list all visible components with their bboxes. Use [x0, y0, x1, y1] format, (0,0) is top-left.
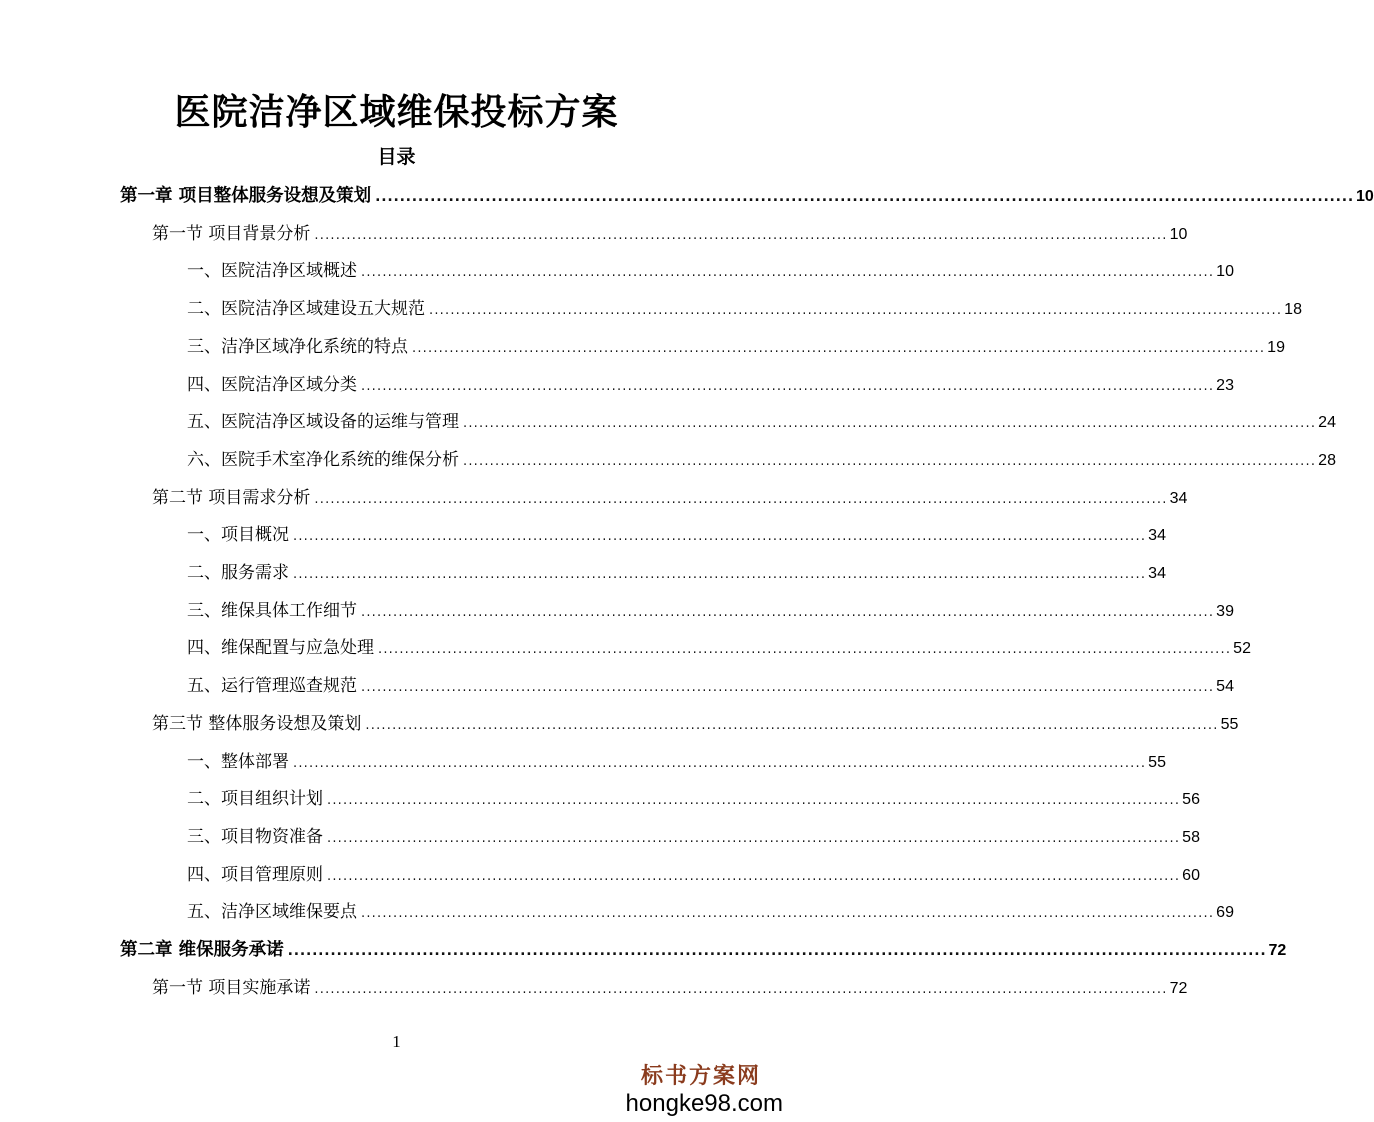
toc-entry-page: 19	[1267, 338, 1285, 356]
toc-dot-leader: ................................................................................................................................................................	[463, 453, 1317, 469]
toc-dot-leader: ................................................................................................................................................................	[378, 642, 1232, 658]
toc-dot-leader: ................................................................................................................................................................	[361, 680, 1215, 696]
toc-entry-page: 10	[1356, 188, 1374, 205]
toc-dot-leader: ................................................................................................................................................................	[293, 529, 1147, 545]
toc-entry-label: 一、项目概况	[187, 525, 289, 546]
toc-dot-leader: ................................................................................................................................................................	[463, 416, 1317, 432]
toc-dot-leader: ................................................................................................................................................................	[361, 378, 1215, 394]
toc-entry[interactable]	[187, 407, 1336, 437]
toc-entry[interactable]	[187, 671, 1234, 701]
toc-entry-label: 二、服务需求	[187, 563, 289, 583]
toc-entry-label: 五、洁净区域维保要点	[187, 902, 357, 923]
toc-entry-label: 二、医院洁净区域建设五大规范	[187, 299, 425, 320]
toc-entry-page: 52	[1233, 640, 1251, 658]
toc-entry-label: 第一节 项目背景分析	[152, 223, 311, 244]
toc-entry[interactable]	[187, 897, 1234, 927]
toc-entry-label: 四、医院洁净区域分类	[187, 374, 357, 395]
toc-dot-leader: ................................................................................................................................................................	[412, 340, 1266, 356]
toc-dot-leader: ................................................................................................................................................................	[293, 567, 1147, 582]
toc-dot-leader: ................................................................................................................................................................	[361, 906, 1215, 922]
document-title: 医院洁净区域维保投标方案	[174, 91, 619, 133]
toc-entry-page: 24	[1318, 414, 1336, 432]
toc-entry-page: 54	[1216, 678, 1234, 696]
toc-entry[interactable]	[187, 784, 1200, 814]
toc-dot-leader: ................................................................................................................................................................	[429, 303, 1283, 319]
toc-dot-leader: ................................................................................................................................................................	[327, 868, 1181, 884]
toc-entry-page: 34	[1148, 527, 1166, 545]
toc-entry[interactable]	[187, 747, 1166, 777]
toc-entry-label: 六、医院手术室净化系统的维保分析	[187, 449, 459, 470]
toc-entry-page: 72	[1169, 979, 1188, 997]
toc-dot-leader: ................................................................................................................................................................	[314, 227, 1168, 243]
toc-entry[interactable]	[187, 294, 1302, 324]
toc-entry[interactable]	[152, 709, 1239, 739]
toc-entry[interactable]	[152, 973, 1188, 1003]
toc-entry[interactable]	[187, 370, 1234, 400]
toc-entry-label: 二、项目组织计划	[187, 789, 323, 810]
toc-entry-page: 34	[1148, 565, 1166, 582]
toc-entry-label: 四、项目管理原则	[187, 864, 323, 885]
watermark-url: hongke98.com	[625, 1090, 783, 1117]
toc-entry[interactable]	[187, 822, 1200, 852]
toc-entry-label: 三、维保具体工作细节	[187, 600, 357, 621]
toc-entry-label: 第三节 整体服务设想及策划	[152, 713, 362, 734]
toc-entry-label: 一、医院洁净区域概述	[187, 261, 357, 282]
toc-entry-page: 55	[1148, 753, 1166, 771]
toc-entry-label: 一、整体部署	[187, 751, 289, 772]
toc-entry-page: 60	[1182, 866, 1200, 884]
toc-entry[interactable]	[187, 332, 1285, 362]
toc-entry[interactable]	[187, 558, 1166, 588]
toc-entry-label: 第一节 项目实施承诺	[152, 977, 311, 998]
toc-dot-leader: ................................................................................................................................................................	[327, 793, 1181, 809]
toc-dot-leader: ................................................................................................................................................................	[361, 604, 1215, 620]
toc-entry-page: 23	[1216, 376, 1234, 394]
toc-entry[interactable]	[152, 483, 1188, 513]
toc-entry-label: 第二节 项目需求分析	[152, 487, 311, 508]
watermark-site-name: 标书方案网	[640, 1063, 761, 1089]
toc-entry-label: 五、运行管理巡查规范	[187, 676, 357, 697]
toc-entry-label: 五、医院洁净区域设备的运维与管理	[187, 412, 459, 433]
toc-entry-page: 10	[1169, 225, 1188, 243]
toc-heading: 目录	[377, 146, 416, 168]
toc-dot-leader: ................................................................................................................................................................	[327, 830, 1181, 846]
toc-entry[interactable]	[187, 596, 1234, 626]
toc-entry-page: 39	[1216, 602, 1234, 620]
toc-dot-leader: ................................................................................................................................................................	[314, 491, 1168, 507]
toc-entry-label: 第一章 项目整体服务设想及策划	[120, 186, 372, 206]
toc-entry-page: 55	[1220, 715, 1239, 733]
toc-entry-page: 72	[1268, 942, 1287, 959]
toc-dot-leader: ................................................................................................................................................................	[293, 755, 1147, 771]
toc-entry-label: 第二章 维保服务承诺	[120, 940, 284, 960]
toc-dot-leader: ................................................................................................................................................................	[287, 943, 1267, 959]
toc-entry[interactable]	[187, 256, 1234, 286]
toc-entry-page: 10	[1216, 263, 1234, 281]
toc-entry-page: 28	[1318, 451, 1336, 469]
toc-dot-leader: ................................................................................................................................................................	[361, 265, 1215, 281]
toc-entry-page: 18	[1284, 301, 1302, 319]
toc-dot-leader: ................................................................................................................................................................	[314, 981, 1168, 997]
toc-entry[interactable]	[187, 520, 1166, 550]
toc-entry-page: 69	[1216, 904, 1234, 922]
toc-entry-page: 58	[1182, 828, 1200, 846]
toc-entry[interactable]	[120, 935, 1287, 965]
toc-entry-label: 三、洁净区域净化系统的特点	[187, 336, 408, 357]
toc-entry-page: 56	[1182, 791, 1200, 809]
toc-entry-label: 三、项目物资准备	[187, 826, 323, 847]
toc-entry-page: 34	[1169, 489, 1188, 507]
site-watermark	[583, 1062, 783, 1118]
toc-entry[interactable]	[187, 633, 1251, 663]
toc-entry[interactable]	[187, 445, 1336, 475]
toc-entry-label: 四、维保配置与应急处理	[187, 638, 374, 659]
toc-entry[interactable]	[187, 860, 1200, 890]
toc-dot-leader: ................................................................................................................................................................	[365, 717, 1219, 733]
toc-dot-leader: ................................................................................................................................................................	[375, 189, 1355, 205]
toc-entry[interactable]	[152, 219, 1188, 249]
toc-entry[interactable]	[120, 181, 1374, 211]
page-number: 1	[392, 1032, 401, 1051]
